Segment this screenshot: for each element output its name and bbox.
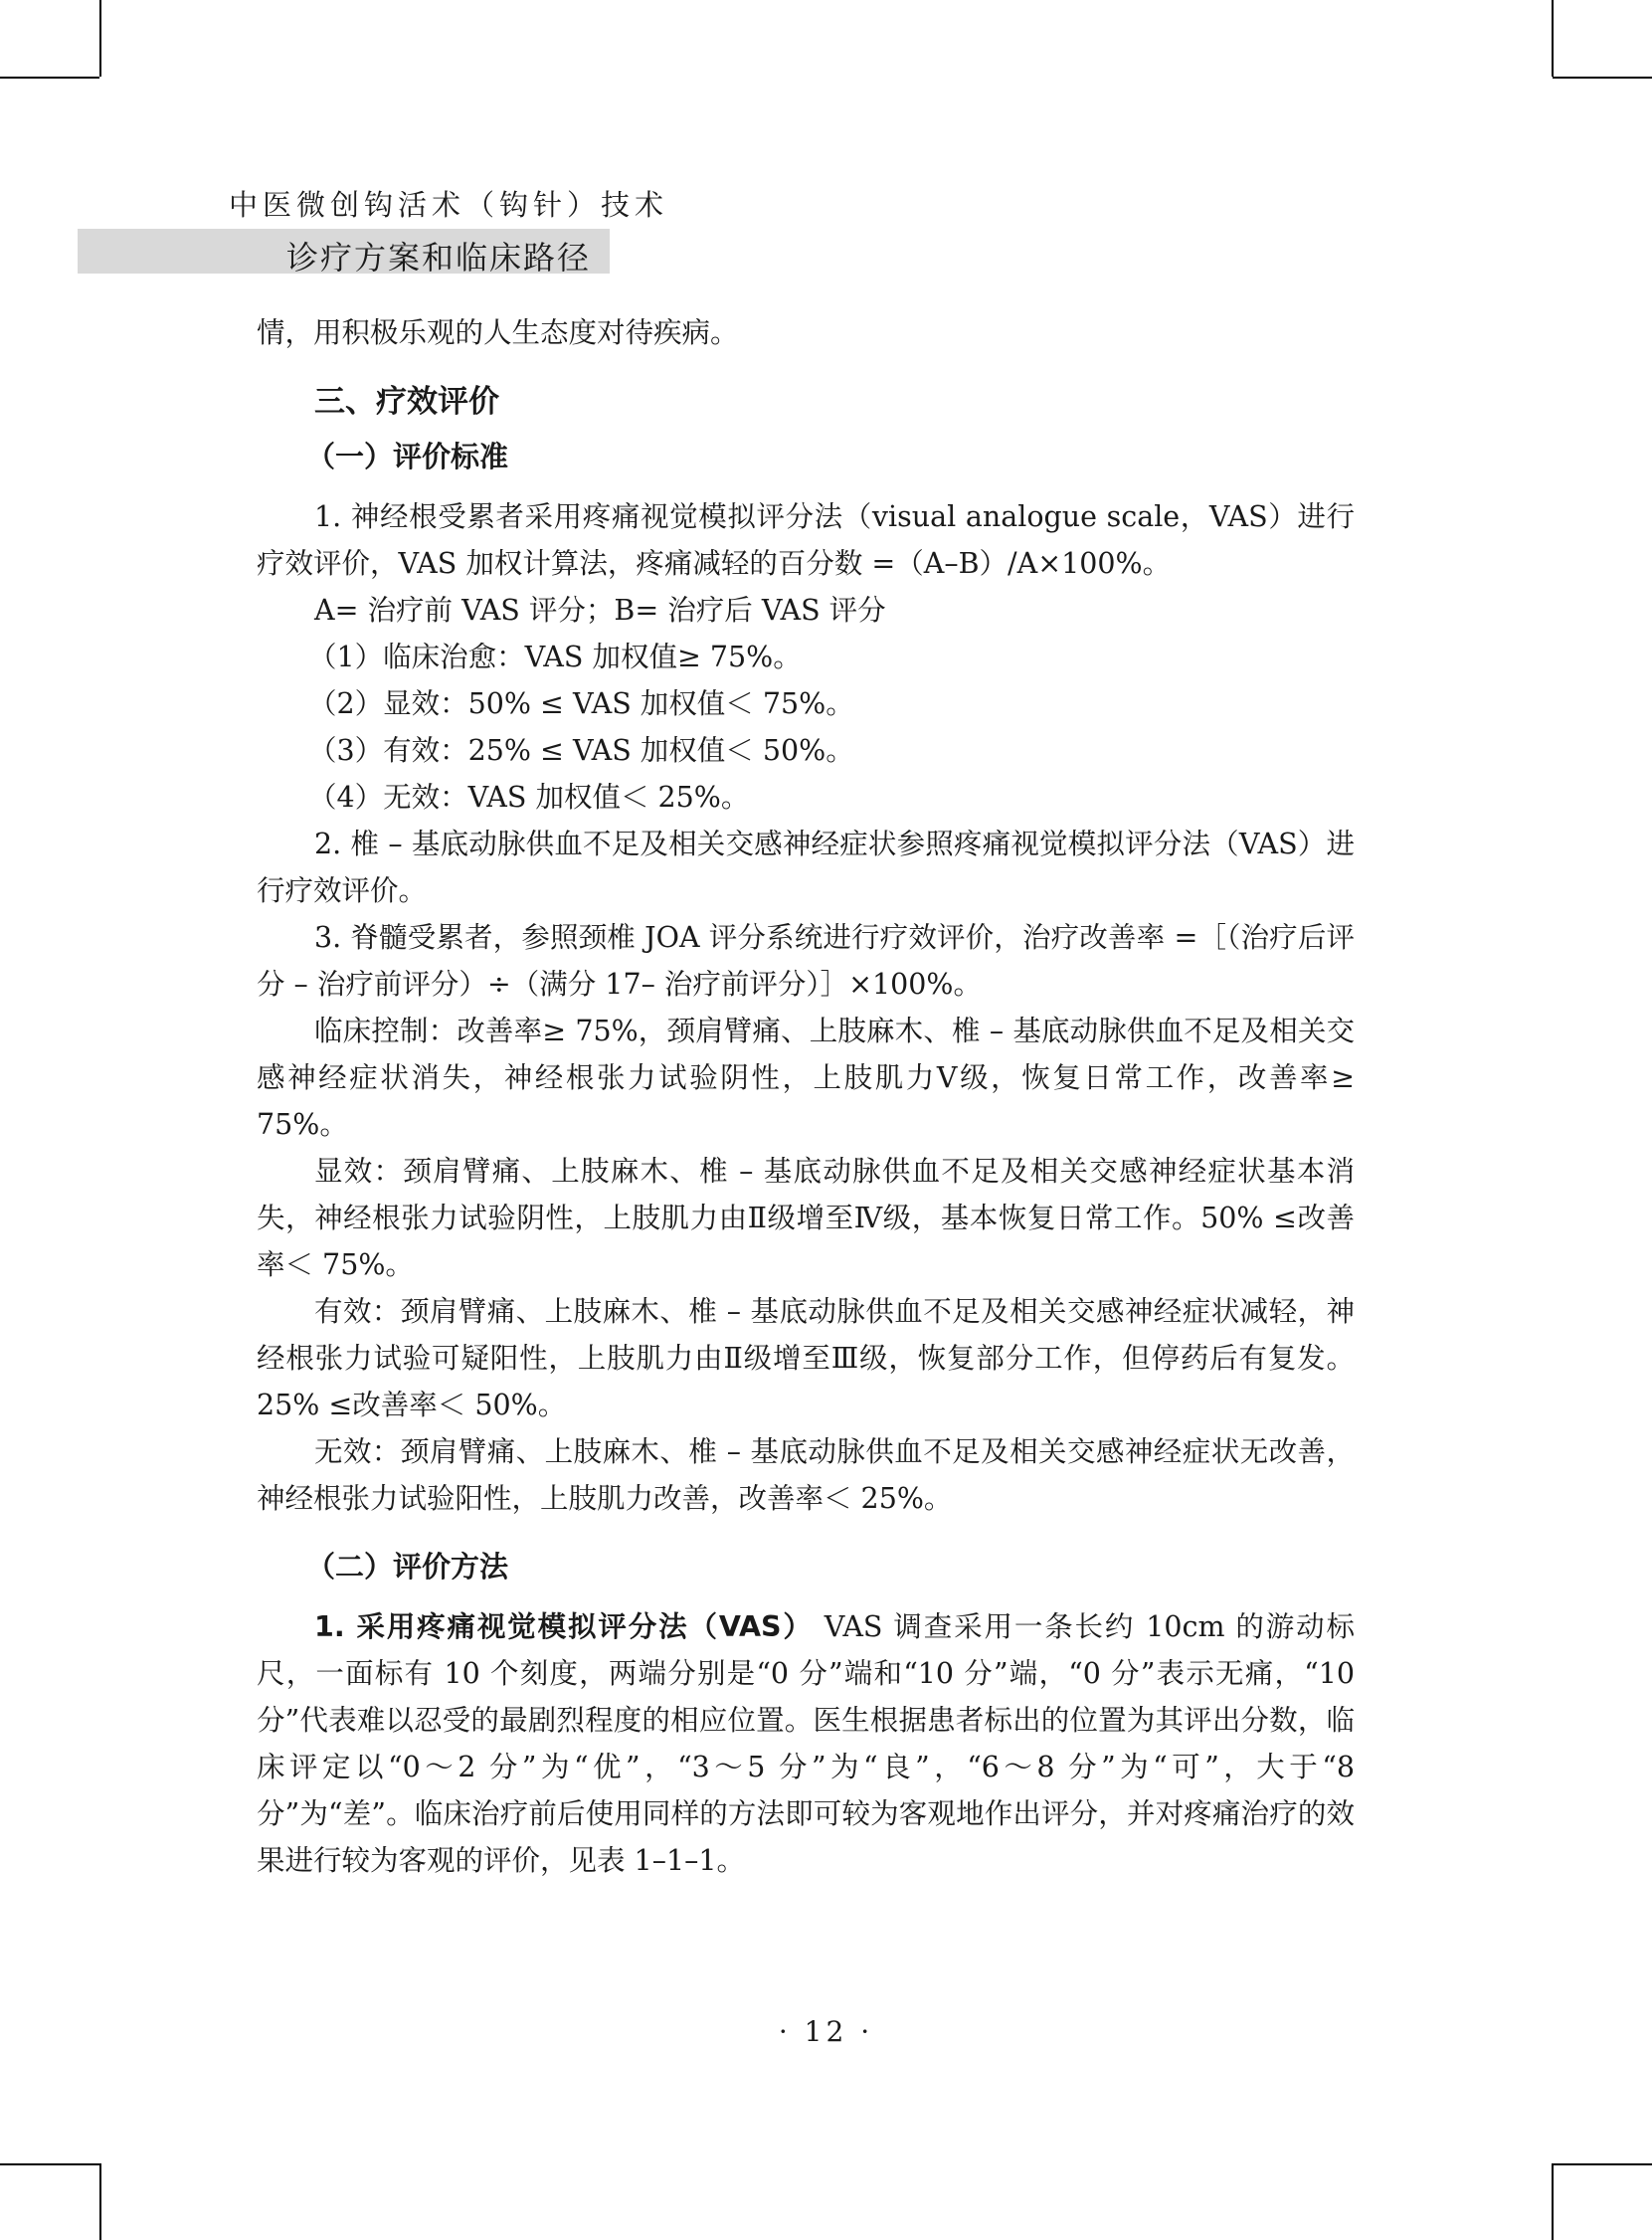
crop-mark [99, 0, 101, 77]
crop-mark [1553, 2163, 1652, 2165]
crop-mark [0, 77, 99, 79]
paragraph [257, 1603, 1355, 1884]
list-item: （4）无效：VAS 加权值＜ 25%。 [308, 781, 750, 814]
crop-mark [99, 2163, 101, 2240]
paragraph: A= 治疗前 VAS 评分；B= 治疗后 VAS 评分 [314, 594, 886, 627]
series-title: 中医微创钩活术（钩针）技术 [229, 188, 669, 222]
crop-mark [0, 2163, 99, 2165]
paragraph: 无效：颈肩臂痛、上肢麻木、椎 – 基底动脉供血不足及相关交感神经症状无改善，神经根张力试验阳性，上肢肌力改善，改善率＜ 25%。 [257, 1435, 1355, 1515]
paragraph: 有效：颈肩臂痛、上肢麻木、椎 – 基底动脉供血不足及相关交感神经症状减轻，神经根张力试验可疑阳性，上肢肌力由Ⅱ级增至Ⅲ级，恢复部分工作，但停药后有复发。25% ≤改善率＜ 50%。 [257, 1295, 1355, 1421]
page-body [257, 309, 1355, 1884]
subsection-heading: （二）评价方法 [306, 1550, 509, 1584]
subsection-heading: （一）评价标准 [306, 440, 509, 473]
list-item: （2）显效：50% ≤ VAS 加权值＜ 75%。 [308, 687, 854, 720]
paragraph: 1. 神经根受累者采用疼痛视觉模拟评分法（visual analogue scale，VAS）进行疗效评价，VAS 加权计算法，疼痛减轻的百分数 =（A–B）/A×100%。 [257, 500, 1355, 580]
crop-mark [1552, 2163, 1554, 2240]
paragraph-body: VAS 调查采用一条长约 10cm 的游动标尺，一面标有 10 个刻度，两端分别是“0 分”端和“10 分”端，“0 分”表示无痛，“10 分”代表难以忍受的最剧烈程度的相应位置。医生根据患者标出的位置为其评出分数，临床评定以“0～2 分”为“优”，“3～5 分”为“良”，“6～8 分”为“可”，大于“8 分”为“差”。临床治疗前后使用同样的方法即可较为客观地作出评分，并对疼痛治疗的效果进行较为客观的评价，见表 1–1–1。 [257, 1610, 1355, 1877]
paragraph: 情，用积极乐观的人生态度对待疾病。 [257, 316, 739, 349]
list-item: （3）有效：25% ≤ VAS 加权值＜ 50%。 [308, 734, 854, 767]
paragraph: 2. 椎 – 基底动脉供血不足及相关交感神经症状参照疼痛视觉模拟评分法（VAS）进行疗效评价。 [257, 828, 1355, 907]
crop-mark [1552, 0, 1554, 77]
page-number: · 12 · [778, 2015, 874, 2048]
crop-mark [1553, 77, 1652, 79]
paragraph: 临床控制：改善率≥ 75%，颈肩臂痛、上肢麻木、椎 – 基底动脉供血不足及相关交感神经症状消失，神经根张力试验阴性，上肢肌力Ⅴ级，恢复日常工作，改善率≥ 75%。 [257, 1015, 1355, 1141]
paragraph: 显效：颈肩臂痛、上肢麻木、椎 – 基底动脉供血不足及相关交感神经症状基本消失，神经根张力试验阴性，上肢肌力由Ⅱ级增至Ⅳ级，基本恢复日常工作。50% ≤改善率＜ 75%。 [257, 1155, 1355, 1281]
section-heading: 三、疗效评价 [314, 384, 499, 420]
paragraph: 3. 脊髓受累者，参照颈椎 JOA 评分系统进行疗效评价，治疗改善率 =［（治疗后评分 – 治疗前评分）÷（满分 17– 治疗前评分）］×100%。 [257, 921, 1355, 1001]
list-item: （1）临床治愈：VAS 加权值≥ 75%。 [308, 641, 802, 673]
paragraph-lead: 1. 采用疼痛视觉模拟评分法（VAS） [314, 1610, 814, 1643]
book-title: 诊疗方案和临床路径 [286, 239, 592, 277]
